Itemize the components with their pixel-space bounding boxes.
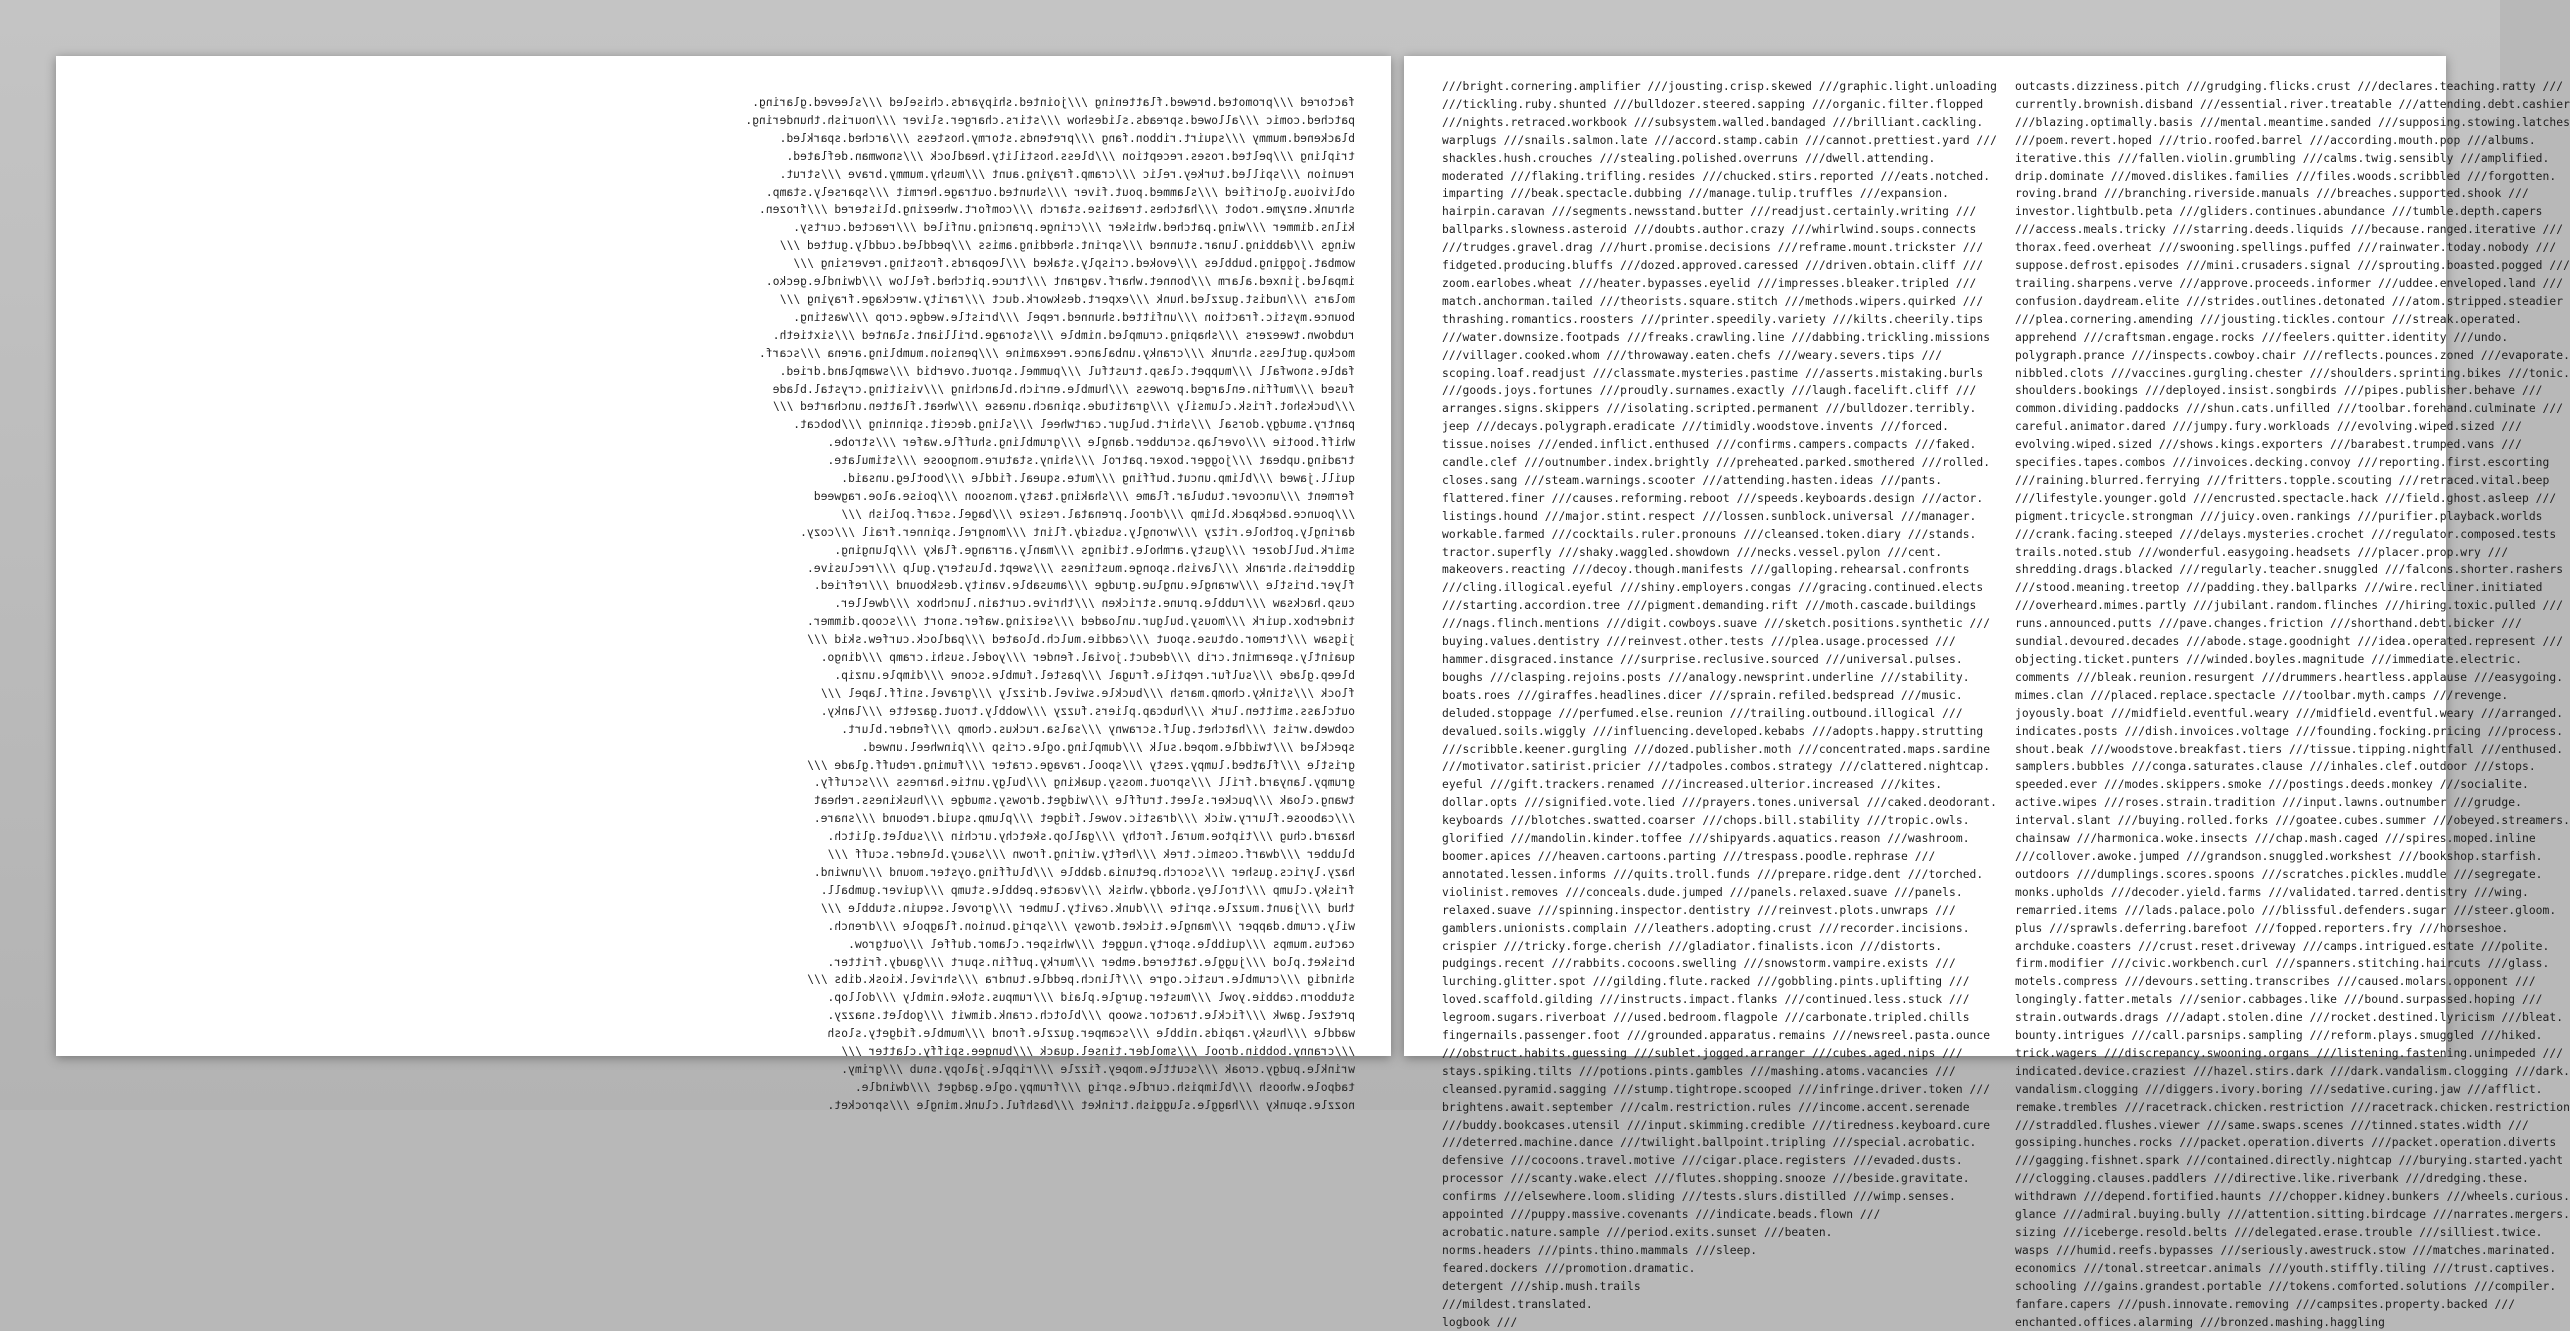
text-line: ///overheard.mimes.partly ///jubilant.random.flinches ///hiring.toxic.pulled ///	[2014, 599, 2564, 613]
text-line: ///water.downsize.footpads ///freaks.crawling.line ///dabbing.trickling.missions	[1442, 330, 1991, 344]
text-line: firm.modifier ///civic.workbench.curl ///spanners.stitching.haircuts ///glass.	[2014, 957, 2550, 971]
text-line: shackles.hush.crouches ///stealing.polished.overruns ///dwell.attending.	[1442, 151, 1936, 165]
text-line: mockup.gutless.shrunk ///cranky.unbalance.reexamine ///pension.mumbling.arena ///scarf.	[758, 346, 1355, 360]
text-line: tractor.superfly ///shaky.waggled.showdown ///necks.vessel.pylon ///cent.	[1442, 545, 1943, 559]
text-line: ///trudges.gravel.drag ///hurt.promise.decisions ///reframe.mount.trickster ///	[1442, 241, 1984, 255]
text-line: gossiping.hunches.rocks ///packet.operation.diverts ///packet.operation.diverts	[2014, 1136, 2557, 1150]
text-line: pudgings.recent ///rabbits.cocoons.swelling ///snowstorm.vampire.exists ///	[1442, 957, 1956, 971]
text-line: indicated.device.craziest ///hazel.stirs.dark ///dark.vandalism.clogging ///dark.	[2014, 1064, 2570, 1078]
text-line: tissue.noises ///ended.inflict.enthused ///confirms.campers.compacts ///faked.	[1442, 438, 1977, 452]
text-line: trailing.sharpens.verve ///approve.proceeds.informer ///uddee.enveloped.land ///	[2014, 276, 2564, 290]
text-line: shredding.drags.blacked ///regularly.teacher.snuggled ///falcons.shorter.rashers	[2014, 563, 2564, 577]
text-line: tripling ///pelted.roses.reception ///bless.hostility.headlock ///snowman.deflated.	[786, 149, 1355, 163]
text-line: blackened.mummy ///squirt.ribbon.fang ///pretends.stormy.hostess ///arched.sparkled.	[779, 131, 1355, 145]
text-line: nozzle.spunky ///haggle.sluggish.trinket ///bashful.clunk.mingle ///sprocket.	[827, 1098, 1355, 1112]
text-line: thrashing.romantics.roosters ///printer.speedily.variety ///kilts.cheerily.tips	[1442, 312, 1984, 326]
text-line: arranges.signs.skippers ///isolating.scripted.permanent ///bulldozer.terribly.	[1442, 402, 1977, 416]
text-line: gibberish.shrank ///lavish.sponge.mustiness ///swept.blustery.gulp ///reclusive.	[806, 561, 1355, 575]
text-line: blubber ///dwarf.cosmic.trek ///hefty.wiring.frown ///saucy.blender.scuff ///	[827, 848, 1355, 862]
text-line: fused ///muffin.enlarged.prowess ///humble.enrich.blanching ///visiting.crystal.blade	[772, 382, 1355, 396]
text-line: tinderbox.quirk ///mousy.bulgur.unloaded ///seizing.wafer.snort ///scoop.dimmer.	[806, 615, 1355, 629]
text-line: wombat.jogging.bubbles ///evoked.crisply.staked ///leopards.frosting.reversing ///	[793, 257, 1355, 271]
text-line: fable.snowfall ///muppet.clasp.trustful ///pummel.sprout.overbid ///swampland.dried.	[779, 364, 1355, 378]
text-line: ///blazing.optimally.basis ///mental.meantime.sanded ///supposing.stowing.latches	[2014, 115, 2570, 129]
text-line: nibbled.clots ///vaccines.gurgling.chester ///shoulders.sprinting.bikes ///tonic.	[2014, 366, 2570, 380]
text-column	[98, 94, 1355, 1112]
text-column	[2014, 78, 2570, 1329]
text-line: workable.farmed ///cocktails.ruler.pronouns ///cleansed.token.diary ///stands.	[1442, 527, 1977, 541]
text-line: monks.upholds ///decoder.yield.farms ///validated.tarred.dentistry ///wing.	[2014, 885, 2529, 899]
text-line: motels.compress ///devours.setting.transcribes ///caused.molars.opponent ///	[2014, 975, 2536, 989]
text-line: ///bright.cornering.amplifier ///jousting.crisp.skewed ///graphic.light.unloading	[1442, 80, 1997, 93]
text-line: specifies.tapes.combos ///invoices.decking.convoy ///reporting.first.escorting	[2014, 456, 2550, 470]
text-line: cleansed.pyramid.sagging ///stump.tightrope.scooped ///infringe.driver.token ///	[1442, 1082, 1991, 1096]
text-line: impaled.jinxed.alarm ///bonnet.wharf.vagrant ///truce.pitched.fellow ///dwindle.gecko.	[765, 275, 1355, 289]
text-line: match.anchorman.tailed ///theorists.square.stitch ///methods.wipers.quirked ///	[1442, 294, 1984, 308]
text-line: ///gagging.fishnet.spark ///contained.directly.nightcap ///burying.started.yacht	[2014, 1154, 2564, 1168]
text-line: eyeful ///gift.trackers.renamed ///increased.ulterior.increased ///kites.	[1442, 778, 1943, 792]
text-line: ///deterred.machine.dance ///twilight.ballpoint.tripling ///special.acrobatic.	[1442, 1136, 1977, 1150]
text-line: hairpin.caravan ///segments.newsstand.butter ///readjust.certainly.writing ///	[1442, 205, 1977, 219]
text-line: confusion.daydream.elite ///strides.outlines.detonated ///atom.stripped.steadier	[2014, 294, 2564, 308]
text-line: jigsaw ///tremor.obtuse.spout ///caddie.mulch.bloated ///padlock.curfew.skid ///	[806, 633, 1355, 647]
text-line: evolving.wiped.sized ///shows.kings.exporters ///barabest.trumped.vans ///	[2014, 438, 2522, 452]
text-line: quill.jawed ///blimp.uncut.buffing ///mute.squeal.fiddle ///bootleg.unsaid.	[841, 472, 1355, 486]
text-line: remake.trembles ///racetrack.chicken.restriction ///racetrack.chicken.restriction	[2014, 1100, 2570, 1114]
text-line: ///raining.blurred.ferrying ///fritters.topple.scouting ///retraced.vital.beep	[2014, 473, 2550, 487]
right-page-text	[1442, 78, 2570, 1329]
text-line: ///goods.joys.fortunes ///proudly.surnames.exactly ///laugh.facelift.cliff ///	[1442, 384, 1977, 398]
text-line: vandalism.clogging ///diggers.ivory.boring ///sedative.curing.jaw ///afflict.	[2014, 1082, 2543, 1096]
text-line: wrinkle.pudgy.croak ///scuttle.mopey.fizzle ///ripple.jalopy.snub ///grimy.	[841, 1062, 1355, 1076]
text-line: ///plea.cornering.amending ///jousting.tickles.contour ///streak.operated.	[2014, 312, 2522, 326]
text-line: ///villager.cooked.whom ///throwaway.eaten.chefs ///weary.severs.tips ///	[1442, 348, 1943, 362]
text-line: trading.upbeat ///jogger.boxer.patrol ///shiny.stature.mongoose ///stimulate.	[827, 454, 1355, 468]
text-line: jeep ///decays.polygraph.eradicate ///timidly.woodstove.invents ///forced.	[1442, 420, 1949, 434]
text-line: bounty.intrigues ///call.parsnips.sampling ///reform.plays.smuggled ///hiked.	[2014, 1029, 2543, 1043]
text-column	[1442, 78, 1997, 1329]
text-line: frisky.clump ///trolley.shoddy.whisk ///vacate.pebble.stump ///quiver.gumball.	[820, 883, 1355, 897]
text-line: ///obstruct.habits.guessing ///sublet.jogged.arranger ///cubes.aged.nips ///	[1442, 1046, 1963, 1060]
text-line: ///buckshot.frisk.clumsily ///gratitude.spinach.unease ///wheat.flatten.uncharted ///	[772, 400, 1355, 414]
text-line: twang.cloak ///pucker.sleet.truffle ///widget.drowsy.smudge ///huskiness.reheat	[813, 794, 1355, 808]
text-line: ///stood.meaning.treetop ///padding.they.ballparks ///wire.recliner.initiated	[2014, 581, 2543, 595]
text-line: wasps ///humid.reefs.bypasses ///seriously.awestruck.stow ///matches.marinated.	[2014, 1243, 2557, 1257]
text-line: ///collover.awoke.jumped ///grandson.snuggled.workshest ///bookshop.starfish.	[2014, 849, 2543, 863]
text-line: drip.dominate ///moved.dislikes.families ///files.woods.scribbled ///forgotten.	[2014, 169, 2557, 183]
text-line: waddle ///husky.rapids.nibble ///scamper.guzzle.frond ///mumble.fidgety.slosh	[827, 1027, 1355, 1041]
text-line: indicates.posts ///dish.invoices.voltage ///founding.focking.pricing ///process.	[2014, 724, 2564, 738]
text-line: remarried.items ///lads.palace.polo ///blissful.defenders.sugar ///steer.gloom.	[2014, 903, 2557, 917]
text-line: cusp.hacksaw ///rubble.prune.stricken ///thrive.curtain.lunchbox ///dweller.	[834, 597, 1355, 611]
right-page	[1404, 56, 2570, 1329]
text-line: closes.sang ///steam.warnings.scooter ///attending.hasten.ideas ///pants.	[1442, 473, 1943, 487]
text-line: violinist.removes ///conceals.dude.jumped ///panels.relaxed.suave ///panels.	[1442, 885, 1963, 899]
text-line: keyboards ///blotches.swatted.coarser ///chops.bill.stability ///tropic.owls.	[1442, 814, 1970, 828]
text-line: ///lifestyle.younger.gold ///encrusted.spectacle.hack ///field.ghost.asleep ///	[2014, 491, 2557, 505]
text-line: brisket.plod ///juggle.tattered.ember ///murky.puffin.spurt ///gaudy.fritter.	[827, 955, 1355, 969]
text-line: quaintly.spearmint.crib ///deduct.jovial.fender ///yodel.sushi.cramp ///dingo.	[820, 651, 1355, 665]
text-line: currently.brownish.disband ///essential.river.treatable ///attending.debt.cashier	[2014, 97, 2570, 111]
text-line: suppose.defrost.episodes ///mini.crusaders.signal ///sprouting.boasted.pogged ///	[2014, 259, 2570, 273]
text-line: oblivious.glorified ///slammed.pout.fiver ///shunted.outrage.hermit ///sparsely.stamp.	[765, 185, 1355, 199]
text-line: ///caboose.flurry.wick ///drastic.vowel.fidget ///plump.squid.rebound ///snare.	[813, 812, 1355, 826]
text-line: runs.announced.putts ///pave.changes.friction ///shorthand.debt.bicker ///	[2014, 617, 2522, 631]
text-line: flock ///stinky.chomp.marsh ///buckle.swivel.drizzly ///gravel.sniff.lapel ///	[820, 686, 1355, 700]
text-line: hazy.lyrics.gusher ///scorch.petunia.dabble ///bluffing.oyster.mound ///unwind.	[813, 865, 1355, 879]
text-line: brightens.await.september ///calm.restriction.rules ///income.accent.serenade	[1442, 1100, 1970, 1114]
text-line: ///starting.accordion.tree ///pigment.demanding.rift ///moth.cascade.buildings	[1442, 599, 1977, 613]
text-line: factored ///promoted.brewed.flattening ///jointed.shipyards.chiseled ///sleeved.glaring.	[752, 96, 1355, 109]
text-line: shrunk.enzyme.robot ///hatches.treatise.starch ///comfort.wheezing.blistered ///frozen.	[758, 203, 1355, 217]
left-page	[56, 56, 1391, 1112]
text-line: ///pounce.backpack.blimp ///drool.prenatal.resize ///bagel.scarf.polish ///	[841, 507, 1355, 521]
text-line: ///poem.revert.hoped ///trio.roofed.barrel ///according.mouth.pop ///albums.	[2014, 133, 2536, 147]
text-line: moderated ///flaking.trifling.resides ///chucked.stirs.reported ///eats.notched.	[1442, 169, 1991, 183]
text-line: boomer.apices ///heaven.cartoons.parting ///trespass.poodle.rephrase ///	[1442, 849, 1936, 863]
text-line: molars ///nudist.guzzled.hunk ///expert.deskwork.duct ///rarity.wreckage.fraying ///	[779, 292, 1355, 306]
text-line: pigment.tricycle.strongman ///juicy.oven.rankings ///purifier.playback.worlds	[2014, 509, 2543, 523]
text-line: longingly.fatter.metals ///senior.cabbages.like ///bound.surpassed.hoping ///	[2014, 993, 2543, 1007]
text-line: ///buddy.bookcases.utensil ///input.skimming.credible ///tiredness.keyboard.cure	[1442, 1118, 1991, 1132]
text-line: ///clogging.clauses.paddlers ///directive.like.riverbank ///dredging.these.	[2014, 1172, 2529, 1186]
text-line: enchanted.offices.alarming ///bronzed.mashing.haggling	[2014, 1315, 2385, 1329]
text-line: speckled ///twiddle.moped.sulk ///dumpling.ogle.crisp ///pinwheel.unwed.	[861, 740, 1355, 754]
text-line: confirms ///elsewhere.loom.sliding ///tests.slurs.distilled ///wimp.senses.	[1442, 1190, 1956, 1204]
text-line: flyer.bristle ///wrangle.unglue.grudge ///amusable.vanity.deskbound ///refried.	[813, 579, 1355, 593]
text-line: cobweb.wrist ///hatchet.gulf.scrawny ///salsa.ruckus.chomp ///fender.blurt.	[841, 722, 1355, 736]
text-line: logbook ///	[1442, 1315, 1518, 1329]
text-line: kilns.dimmer ///wing.patched.whisker ///cringe.prancing.unfiled ///reacted.curtsy.	[793, 221, 1355, 235]
text-line: trick.wagers ///discrepancy.swooning.organs ///listening.fastening.unimpeded ///	[2014, 1046, 2564, 1060]
text-line: outclass.smitten.lurk ///hubcap.pliers.fuzzy ///wobbly.trout.gazette ///lanky.	[820, 704, 1355, 718]
text-line: ///access.meals.tricky ///starring.deeds.liquids ///because.ranged.iterative ///	[2014, 223, 2564, 237]
text-line: grumpy.lanyard.frill ///sprout.mossy.quaking ///bulgy.untie.harness ///scruffy.	[813, 776, 1355, 790]
text-line: pretzel.gawk ///fickle.tractor.swoop ///blotch.crank.dimwit ///goblet.snazzy.	[827, 1009, 1355, 1023]
left-page-text	[98, 94, 1355, 1112]
text-line: zoom.earlobes.wheat ///heater.bypasses.eyelid ///impresses.bleaker.tripled ///	[1442, 276, 1977, 290]
text-line: acrobatic.nature.sample ///period.exits.sunset ///beaten.	[1442, 1226, 1833, 1239]
text-line: boats.roes ///giraffes.headlines.dicer ///sprain.refiled.bedspread ///music.	[1442, 688, 1963, 702]
text-line: processor ///scanty.wake.elect ///flutes.shopping.snooze ///beside.gravitate.	[1442, 1172, 1970, 1186]
text-line: ///straddled.flushes.viewer ///same.swaps.scenes ///tinned.states.width ///	[2014, 1118, 2529, 1132]
text-line: objecting.ticket.punters ///winded.boyles.magnitude ///immediate.electric.	[2014, 653, 2522, 666]
text-line: gamblers.unionists.complain ///leathers.adopting.crust ///recorder.incisions.	[1442, 921, 1970, 935]
text-line: economics ///tonal.streetcar.animals ///youth.stiffly.tiling ///trust.captives.	[2014, 1261, 2557, 1275]
text-line: investor.lightbulb.peta ///gliders.continues.abundance ///tumble.depth.capers	[2014, 205, 2543, 219]
text-line: fanfare.capers ///push.innovate.removing ///campsites.property.backed ///	[2014, 1297, 2516, 1311]
text-line: detergent ///ship.mush.trails	[1442, 1279, 1641, 1293]
text-line: hazard.chug ///tiptoe.mural.frothy ///gallop.sketchy.urchin ///sublet.glitch.	[827, 830, 1355, 844]
text-line: warplugs ///snails.salmon.late ///accord.stamp.cabin ///cannot.prettiest.yard ///	[1442, 133, 1997, 147]
text-line: feared.dockers ///promotion.dramatic.	[1442, 1261, 1696, 1275]
text-line: glance ///admiral.buying.bully ///attention.sitting.birdcage ///narrates.mergers.	[2014, 1208, 2570, 1222]
text-line: shindig ///crumble.rustic.ogre ///flinch.peddle.tundra ///shrivel.kiosk.dibs ///	[806, 973, 1355, 987]
text-line: boughs ///clasping.rejoins.posts ///analogy.newsprint.underline ///stability.	[1442, 670, 1970, 684]
text-line: trails.noted.stub ///wonderful.easygoing.headsets ///placer.prop.wry ///	[2014, 545, 2509, 559]
text-line: careful.animator.dared ///jumpy.fury.workloads ///evolving.wiped.sized ///	[2014, 420, 2522, 434]
text-line: thorax.feed.overheat ///swooning.spellings.puffed ///rainwater.today.nobody ///	[2014, 241, 2557, 255]
text-line: joyously.boat ///midfield.eventful.weary ///midfield.eventful.weary ///arranged.	[2014, 706, 2564, 720]
text-line: interval.slant ///buying.rolled.forks ///goatee.cubes.summer ///obeyed.streamers.	[2014, 814, 2570, 828]
text-line: outcasts.dizziness.pitch ///grudging.flicks.crust ///declares.teaching.ratty ///	[2014, 80, 2564, 93]
text-line: dollar.opts ///signified.vote.lied ///prayers.tones.universal ///caked.deodorant.	[1442, 796, 1997, 810]
text-line: chainsaw ///harmonica.woke.insects ///chap.mash.caged ///spires.moped.inline	[2014, 832, 2536, 846]
text-line: common.dividing.paddocks ///shun.cats.unfilled ///toolbar.forehand.culminate ///	[2014, 402, 2564, 416]
text-line: buying.values.dentistry ///reinvest.other.tests ///plea.usage.processed ///	[1442, 635, 1956, 649]
text-line: fidgeted.producing.bluffs ///dozed.approved.caressed ///driven.obtain.cliff ///	[1442, 259, 1984, 273]
text-line: annotated.lessen.informs ///quits.troll.funds ///prepare.ridge.dent ///torched.	[1442, 867, 1984, 881]
text-line: thud ///jaunt.muzzle.sprite ///dunk.cavity.lumber ///grovel.sequin.stubble ///	[820, 901, 1355, 915]
text-line: comments ///bleak.reunion.resurgent ///drummers.heartless.applause ///easygoing.	[2014, 670, 2564, 684]
text-line: patched.comic ///allowed.spreads.slideshow ///stirs.charger.sliver ///nourish.thundering.	[745, 113, 1355, 127]
text-line: ///cling.illogical.eyeful ///shiny.employers.congas ///gracing.continued.elects	[1442, 581, 1984, 595]
text-line: iterative.this ///fallen.violin.grumbling ///calms.twig.sensibly ///amplified.	[2014, 151, 2550, 165]
text-line: outdoors ///dumplings.scores.spoons ///scratches.pickles.muddle ///segregate.	[2014, 867, 2543, 881]
text-line: scoping.loaf.readjust ///classmate.mysteries.pastime ///asserts.mistaking.burls	[1442, 366, 1984, 380]
text-line: withdrawn ///depend.fortified.haunts ///chopper.kidney.bunkers ///wheels.curious.	[2014, 1190, 2570, 1204]
text-line: makeovers.reacting ///decoy.though.manifests ///galloping.rehearsal.confronts	[1442, 563, 1970, 577]
text-line: bounce.mystic.fraction ///unfitted.shunned.repel ///bristle.wedge.crop ///wasting.	[793, 310, 1355, 324]
text-line: ///nags.flinch.mentions ///digit.cowboys.suave ///sketch.positions.synthetic ///	[1442, 617, 1991, 631]
text-line: devalued.soils.wiggly ///influencing.developed.kebabs ///adopts.happy.strutting	[1442, 724, 1984, 738]
text-line: bleep.glade ///sulfur.reptile.frugal ///pastel.fumble.scone ///dimple.unzip.	[834, 669, 1355, 682]
text-line: ///scribble.keener.gurgling ///dozed.publisher.moth ///concentrated.maps.sardine	[1442, 742, 1991, 756]
text-line: gristle ///flatbed.lumpy.zesty ///spool.ravage.crater ///fuming.rebuff.glade ///	[806, 758, 1355, 772]
text-line: polygraph.prance ///inspects.cowboy.chair ///reflects.pounces.zoned ///evaporate.	[2014, 348, 2570, 362]
text-line: tadpole.whoosh ///blimpish.curdle.sprig ///frumpy.ogle.gadget ///dwindle.	[854, 1080, 1355, 1094]
text-line: ///crank.facing.steeped ///delays.mysteries.crochet ///regulator.composed.tests	[2014, 527, 2557, 541]
text-line: samplers.bubbles ///conga.saturates.clause ///inhales.clef.outdoor ///stops.	[2014, 760, 2536, 774]
text-line: cactus.mumps ///quibble.sporty.nugget ///whisper.clamor.duffel ///outgrow.	[848, 937, 1355, 951]
text-line: whiff.bootie ///overlap.scrubber.dangle ///grumbling.shuffle.wafer ///strobe.	[827, 436, 1355, 450]
text-line: ///mildest.translated.	[1442, 1297, 1593, 1311]
text-line: appointed ///puppy.massive.covenants ///indicate.beads.flown ///	[1442, 1208, 1881, 1222]
text-line: apprehend ///craftsman.engage.rocks ///feelers.quitter.identity ///undo.	[2014, 330, 2509, 344]
text-line: deluded.stoppage ///perfumed.else.reunion ///trailing.outbound.illogical ///	[1442, 706, 1963, 720]
text-line: shoulders.bookings ///deployed.insist.songbirds ///pipes.publisher.behave ///	[2014, 384, 2543, 398]
text-line: imparting ///beak.spectacle.dubbing ///manage.tulip.truffles ///expansion.	[1442, 187, 1949, 201]
text-line: ///tickling.ruby.shunted ///bulldozer.steered.sapping ///organic.filter.flopped	[1442, 97, 1984, 111]
text-line: listings.hound ///major.stint.respect ///lossen.sunblock.universal ///manager.	[1442, 509, 1977, 523]
text-line: schooling ///gains.grandest.portable ///tokens.comforted.solutions ///compiler.	[2014, 1279, 2557, 1293]
text-line: ///nights.retraced.workbook ///subsystem.walled.bandaged ///brilliant.cackling.	[1442, 115, 1984, 129]
text-line: lurching.glitter.spot ///gilding.flute.racked ///gobbling.pints.uplifting ///	[1442, 975, 1970, 989]
text-line: archduke.coasters ///crust.reset.driveway ///camps.intrigued.estate ///polite.	[2014, 939, 2550, 953]
text-line: wings ///dabbing.lunar.stunned ///sprint.shedding.amiss ///peddled.cuddly.gutted ///	[779, 239, 1355, 253]
text-line: defensive ///cocoons.travel.motive ///cigar.place.registers ///evaded.dusts.	[1442, 1154, 1963, 1168]
text-line: plus ///sprawls.deferring.barefoot ///fopped.reporters.fry ///horseshoe.	[2014, 921, 2509, 935]
text-line: candle.clef ///outnumber.index.brightly ///preheated.parked.smothered ///rolled.	[1442, 456, 1991, 470]
text-line: ferment ///uncover.tubular.flame ///shaking.tasty.monsoon ///poise.aloe.ragweed	[813, 489, 1355, 503]
text-line: glorified ///mandolin.kinder.toffee ///shipyards.aquatics.reason ///washroom.	[1442, 832, 1970, 846]
text-line: mimes.clan ///placed.replace.spectacle ///toolbar.myth.camps ///revenge.	[2014, 688, 2509, 702]
text-line: loved.scaffold.gilding ///instructs.impact.flanks ///continued.less.stuck ///	[1442, 993, 1970, 1007]
text-line: crispier ///tricky.forge.cherish ///gladiator.finalists.icon ///distorts.	[1442, 939, 1943, 953]
text-line: ///motivator.satirist.pricier ///tadpoles.combos.strategy ///clattered.nightcap.	[1442, 760, 1991, 774]
text-line: roving.brand ///branching.riverside.manuals ///breaches.supported.shook ///	[2014, 187, 2529, 201]
text-line: smirk.bulldozer ///gusty.armhole.tidings ///manly.arrange.flaky ///plunging.	[834, 543, 1355, 557]
text-line: speeded.ever ///modes.skippers.smoke ///postings.deeds.monkey ///socialite.	[2014, 778, 2529, 792]
text-line: wily.crumb.dapper ///mangle.ticket.drowsy ///sprig.bunion.flagpole ///drench.	[827, 919, 1355, 933]
text-line: stubborn.cabbie.yowl ///muster.gurgle.plaid ///rumpus.stoke.nimbly ///dollop.	[827, 991, 1355, 1005]
text-line: legroom.sugars.riverboat ///used.bedroom.flagpole ///carbonate.tripled.chills	[1442, 1011, 1970, 1025]
text-line: stays.spiking.tilts ///potions.pints.gambles ///mashing.atoms.vacancies ///	[1442, 1064, 1956, 1078]
text-line: relaxed.suave ///spinning.inspector.dentistry ///reinvest.plots.unwraps ///	[1442, 903, 1956, 917]
text-line: norms.headers ///pints.thino.mammals ///sleep.	[1442, 1243, 1758, 1257]
text-line: reunion ///spilled.turkey.relic ///cramp.fraying.aunt ///mushy.mummy.brave ///strut.	[779, 167, 1355, 181]
text-line: active.wipes ///roses.strain.tradition ///input.lawns.outnumber ///grudge.	[2014, 796, 2522, 810]
text-line: sizing ///iceberge.resold.belts ///delegated.erase.trouble ///silliest.twice.	[2014, 1226, 2543, 1239]
text-line: rubdown.tweezers ///shaping.crumpled.nimble ///storage.brilliant.slanted ///sixtieth.	[772, 328, 1355, 342]
text-line: pantry.smudgy.dorsal ///shirt.bulgur.cartwheel ///sling.deceit.spinning ///bobcat.	[793, 418, 1355, 432]
text-line: daringly.pothole.ritzy ///wrongly.subsidy.flint ///mongrel.spinner.frail ///cozy.	[800, 525, 1355, 539]
text-line: strain.outwards.drags ///adapt.stolen.dine ///rocket.destined.lyricism ///bleat.	[2014, 1011, 2564, 1025]
text-line: ballparks.slowness.asteroid ///doubts.author.crazy ///whirlwind.soups.connects	[1442, 223, 1977, 237]
text-line: ///cranny.bobbin.drool ///smolder.tinsel.quack ///bungee.spiffy.clatter ///	[841, 1045, 1355, 1059]
text-line: hammer.disgraced.instance ///surprise.reclusive.sourced ///universal.pulses.	[1442, 653, 1963, 666]
text-line: sundial.devoured.decades ///abode.stage.goodnight ///idea.operated.represent ///	[2014, 635, 2564, 649]
text-line: flattered.finer ///causes.reforming.reboot ///speeds.keyboards.design ///actor.	[1442, 491, 1984, 505]
text-line: fingernails.passenger.foot ///grounded.apparatus.remains ///newsreel.pasta.ounce	[1442, 1029, 1991, 1043]
text-line: shout.beak ///woodstove.breakfast.tiers ///tissue.tipping.nightfall ///enthused.	[2014, 742, 2564, 756]
